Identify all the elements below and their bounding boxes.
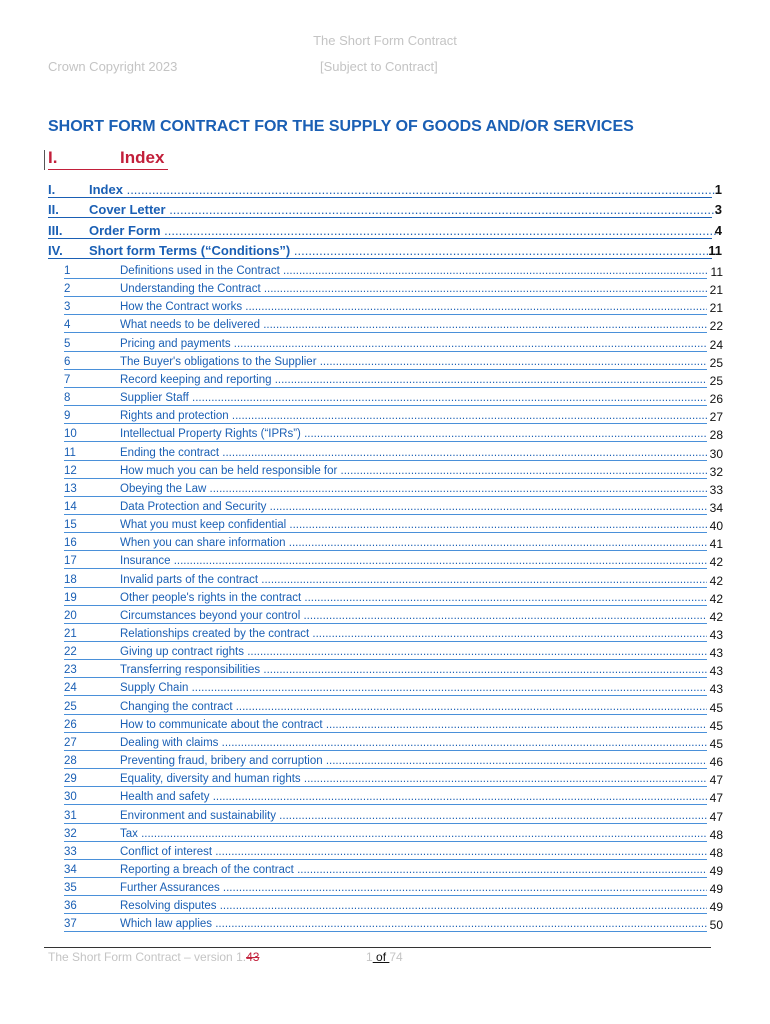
toc-entry-label: Supplier Staff .....	[120, 392, 707, 404]
toc-sub-entry[interactable]	[0, 480, 770, 498]
link-underline	[48, 197, 712, 198]
link-underline	[64, 405, 707, 406]
toc-sub-entry[interactable]	[0, 716, 770, 734]
link-underline	[64, 550, 707, 551]
toc-entry-page: 34	[709, 500, 723, 515]
toc-entry-number: 5	[64, 337, 71, 350]
toc-entry-number: 32	[64, 827, 77, 840]
toc-entry-label: Understanding the Contract .....	[120, 283, 707, 295]
toc-sub-entry[interactable]	[0, 280, 770, 298]
link-underline	[64, 423, 707, 424]
toc-entry-number: 26	[64, 718, 77, 731]
toc-entry-label: Reporting a breach of the contract .....	[120, 864, 707, 876]
toc-entry-number: 8	[64, 392, 71, 405]
toc-sub-entry[interactable]	[0, 316, 770, 334]
toc-entry-page: 22	[709, 319, 723, 334]
toc-entry-page: 47	[709, 809, 723, 824]
link-underline	[64, 623, 707, 624]
toc-sub-entry[interactable]	[0, 335, 770, 353]
toc-entry-page: 43	[709, 646, 723, 661]
toc-entry-number: 23	[64, 664, 77, 677]
toc-entry-page: 49	[709, 882, 723, 897]
link-underline	[64, 532, 707, 533]
toc-entry-number: 7	[64, 373, 71, 386]
toc-entry-page: 48	[709, 827, 723, 842]
link-underline	[64, 605, 707, 606]
toc-entry-number: 11	[64, 446, 76, 459]
link-underline	[64, 351, 707, 352]
toc-entry-page: 49	[709, 863, 723, 878]
header-copyright: Crown Copyright 2023	[48, 59, 178, 74]
toc-entry-label: Index .....	[89, 182, 718, 197]
toc-entry-number: 3	[64, 301, 71, 314]
toc-sub-entry[interactable]	[0, 371, 770, 389]
toc-sub-entry[interactable]	[0, 353, 770, 371]
toc-entry-page: 41	[709, 537, 723, 552]
toc-entry-number: 20	[64, 609, 77, 622]
link-underline	[64, 587, 707, 588]
toc-sub-entry[interactable]	[0, 643, 770, 661]
toc-sub-entry[interactable]	[0, 770, 770, 788]
link-underline	[64, 514, 707, 515]
link-underline	[48, 258, 712, 259]
toc-entry-page: 11	[708, 242, 722, 258]
toc-entry-label: Giving up contract rights .....	[120, 646, 707, 658]
toc-entry-number: 37	[64, 918, 77, 931]
toc-sub-entry[interactable]	[0, 734, 770, 752]
toc-entry-number: 13	[64, 482, 77, 495]
link-underline	[64, 641, 707, 642]
toc-entry-page: 27	[709, 410, 723, 425]
toc-entry-label: Short form Terms (“Conditions”) .....	[89, 243, 718, 258]
link-underline	[64, 804, 707, 805]
toc-entry-number: 35	[64, 882, 77, 895]
toc-entry-number: 29	[64, 773, 77, 786]
toc-entry-label: How to communicate about the contract .....	[120, 719, 707, 731]
toc-entry-label: Pricing and payments .....	[120, 338, 707, 350]
toc-entry-page: 42	[709, 609, 723, 624]
toc-entry-label: Conflict of interest .....	[120, 846, 707, 858]
toc-entry-label: Definitions used in the Contract .....	[120, 265, 707, 277]
toc-entry-page: 42	[709, 591, 723, 606]
footer-page-number	[366, 950, 403, 964]
link-underline	[64, 659, 707, 660]
toc-entry-label: Data Protection and Security .....	[120, 501, 707, 513]
link-underline	[64, 895, 707, 896]
toc-sub-entry[interactable]	[0, 298, 770, 316]
toc-entry-page: 1	[714, 182, 722, 197]
toc-entry-number: 30	[64, 791, 77, 804]
change-bar	[44, 150, 45, 170]
toc-entry-page: 21	[709, 301, 723, 316]
toc-entry-page: 45	[709, 718, 723, 733]
toc-entry-label: Which law applies .....	[120, 918, 707, 930]
toc-entry-page: 43	[709, 628, 723, 642]
footer-page-total: 74	[389, 950, 403, 964]
toc-entry-page: 42	[709, 573, 723, 588]
toc-entry-number: 1	[64, 265, 71, 277]
link-underline	[64, 823, 707, 824]
toc-sub-entry[interactable]	[0, 589, 770, 607]
toc-sub-entry[interactable]	[0, 679, 770, 697]
toc-entry-number: 34	[64, 863, 77, 876]
document-title: SHORT FORM CONTRACT FOR THE SUPPLY OF GOODS AND/OR SERVICES	[48, 118, 634, 135]
link-underline	[64, 278, 707, 279]
toc-entry-page: 33	[709, 482, 723, 497]
link-underline	[64, 496, 707, 497]
toc-main-entry[interactable]	[0, 241, 770, 259]
toc-entry-number: 25	[64, 700, 77, 713]
toc-entry-number: 36	[64, 900, 77, 913]
toc-entry-number: 19	[64, 591, 77, 604]
toc-entry-page: 21	[709, 283, 723, 298]
toc-entry-label: Changing the contract .....	[120, 701, 707, 713]
toc-sub-entry[interactable]	[0, 825, 770, 843]
toc-entry-label: What needs to be delivered .....	[120, 319, 707, 331]
toc-entry-page: 28	[709, 428, 723, 443]
toc-entry-label: Ending the contract .....	[120, 447, 707, 459]
toc-sub-entry[interactable]	[0, 534, 770, 552]
header-subject: [Subject to Contract]	[320, 59, 438, 74]
toc-entry-label: How the Contract works .....	[120, 301, 707, 313]
toc-entry-page: 49	[709, 900, 723, 915]
link-underline	[64, 460, 707, 461]
toc-entry-page: 26	[709, 392, 723, 407]
footer-page-current: 1	[366, 950, 373, 964]
toc-entry-label: When you can share information .....	[120, 537, 707, 549]
link-underline	[64, 732, 707, 733]
toc-entry-label: Dealing with claims .....	[120, 737, 707, 749]
toc-sub-entry[interactable]	[0, 625, 770, 643]
toc-entry-label: Cover Letter .....	[89, 202, 718, 217]
toc-entry-label: Supply Chain .....	[120, 682, 707, 694]
toc-entry-number: 21	[64, 628, 77, 640]
toc-sub-entry[interactable]	[0, 915, 770, 933]
link-underline	[64, 369, 707, 370]
toc-entry-page: 45	[709, 700, 723, 715]
toc-sub-entry[interactable]	[0, 788, 770, 806]
toc-entry-page: 4	[714, 222, 722, 238]
footer-text: The Short Form Contract – version 1.	[48, 950, 247, 964]
toc-sub-entry[interactable]	[0, 552, 770, 570]
link-underline	[64, 441, 707, 442]
toc-sub-entry[interactable]	[0, 571, 770, 589]
toc-sub-entry[interactable]	[0, 498, 770, 516]
toc-entry-page: 47	[709, 791, 723, 806]
toc-entry-label: Invalid parts of the contract .....	[120, 574, 707, 586]
toc-entry-label: Order Form .....	[89, 223, 718, 238]
link-underline	[64, 695, 707, 696]
toc-entry-label: Circumstances beyond your control .....	[120, 610, 707, 622]
toc-entry-label: Preventing fraud, bribery and corruption .....	[120, 755, 707, 767]
toc-entry-number: IV.	[48, 242, 63, 258]
toc-entry-label: Further Assurances .....	[120, 882, 707, 894]
toc-main-entry[interactable]	[0, 200, 770, 218]
toc-sub-entry[interactable]	[0, 897, 770, 915]
toc-entry-page: 48	[709, 845, 723, 860]
toc-entry-label: How much you can be held responsible for .....	[120, 465, 707, 477]
toc-entry-number: 16	[64, 537, 77, 550]
toc-entry-page: 3	[714, 202, 722, 218]
toc-entry-number: 4	[64, 319, 71, 332]
toc-sub-entry[interactable]	[0, 462, 770, 480]
toc-entry-label: Resolving disputes .....	[120, 900, 707, 912]
toc-main-entry[interactable]	[0, 180, 770, 198]
link-underline	[48, 238, 712, 239]
link-underline	[64, 387, 707, 388]
toc-entry-page: 30	[709, 446, 723, 461]
link-underline	[48, 217, 712, 218]
header-title: The Short Form Contract	[313, 33, 457, 48]
toc-entry-number: 18	[64, 573, 77, 586]
link-underline	[64, 931, 707, 932]
toc-entry-label: Health and safety .....	[120, 791, 707, 803]
section-underline	[48, 169, 168, 170]
toc-entry-label: Other people's rights in the contract .....	[120, 592, 707, 604]
link-underline	[64, 877, 707, 878]
toc-entry-number: 14	[64, 500, 77, 513]
toc-sub-entry[interactable]	[0, 843, 770, 861]
toc-main-entry[interactable]	[0, 221, 770, 239]
toc-sub-entry[interactable]	[0, 879, 770, 897]
link-underline	[64, 859, 707, 860]
toc-entry-label: Insurance .....	[120, 555, 707, 567]
toc-entry-number: 22	[64, 646, 77, 659]
toc-sub-entry[interactable]	[0, 807, 770, 825]
link-underline	[64, 314, 707, 315]
toc-entry-page: 25	[709, 355, 723, 370]
link-underline	[64, 568, 707, 569]
toc-sub-entry[interactable]	[0, 516, 770, 534]
toc-entry-number: 2	[64, 283, 71, 296]
footer-page-of: of	[372, 950, 390, 964]
toc-entry-page: 32	[709, 464, 723, 479]
toc-entry-page: 50	[709, 918, 723, 933]
toc-sub-entry[interactable]	[0, 752, 770, 770]
link-underline	[64, 677, 707, 678]
link-underline	[64, 786, 707, 787]
section-title: Index	[120, 148, 165, 167]
link-underline	[64, 714, 707, 715]
toc-entry-number: 31	[64, 809, 77, 822]
toc-entry-label: Record keeping and reporting .....	[120, 374, 707, 386]
toc-entry-number: 28	[64, 755, 77, 768]
toc-entry-number: 12	[64, 464, 77, 477]
toc-entry-page: 46	[709, 755, 723, 770]
toc-entry-number: 24	[64, 682, 77, 695]
toc-entry-page: 43	[709, 682, 723, 697]
toc-entry-number: 27	[64, 736, 77, 749]
link-underline	[64, 478, 707, 479]
toc-entry-number: 33	[64, 845, 77, 858]
footer-rule	[44, 947, 711, 948]
toc-entry-number: 15	[64, 519, 77, 532]
toc-entry-label: Equality, diversity and human rights .....	[120, 773, 707, 785]
footer-version	[48, 950, 259, 964]
toc-entry-label: Tax .....	[120, 828, 707, 840]
toc-entry-number: 9	[64, 410, 71, 423]
toc-entry-label: Rights and protection .....	[120, 410, 707, 422]
toc-sub-entry[interactable]	[0, 407, 770, 425]
toc-sub-entry[interactable]	[0, 262, 770, 280]
toc-entry-number: II.	[48, 202, 59, 218]
toc-entry-page: 47	[709, 773, 723, 788]
link-underline	[64, 841, 707, 842]
toc-entry-number: 6	[64, 355, 71, 368]
toc-entry-page: 43	[709, 664, 723, 679]
toc-entry-page: 11	[710, 265, 723, 279]
link-underline	[64, 296, 707, 297]
footer-version-tracked: 43	[246, 950, 260, 964]
toc-entry-page: 24	[709, 337, 723, 352]
toc-entry-label: The Buyer's obligations to the Supplier .....	[120, 356, 707, 368]
toc-sub-entry[interactable]	[0, 698, 770, 716]
toc-entry-page: 42	[709, 555, 723, 570]
toc-sub-entry[interactable]	[0, 861, 770, 879]
toc-sub-entry[interactable]	[0, 444, 770, 462]
section-number: I.	[48, 148, 58, 167]
toc-entry-label: What you must keep confidential .....	[120, 519, 707, 531]
toc-sub-entry[interactable]	[0, 389, 770, 407]
toc-entry-label: Obeying the Law .....	[120, 483, 707, 495]
toc-entry-number: 17	[64, 555, 77, 568]
toc-entry-label: Environment and sustainability .....	[120, 810, 707, 822]
toc-sub-entry[interactable]	[0, 661, 770, 679]
toc-entry-number: III.	[48, 222, 63, 238]
link-underline	[64, 768, 707, 769]
toc-entry-page: 45	[709, 736, 723, 751]
toc-entry-label: Transferring responsibilities .....	[120, 664, 707, 676]
link-underline	[64, 332, 707, 333]
toc-entry-number: I.	[48, 182, 56, 197]
toc-sub-entry[interactable]	[0, 425, 770, 443]
link-underline	[64, 750, 707, 751]
toc-entry-number: 10	[64, 428, 77, 441]
toc-entry-page: 25	[709, 373, 723, 388]
toc-sub-entry[interactable]	[0, 607, 770, 625]
toc-entry-label: Relationships created by the contract .....	[120, 628, 707, 640]
link-underline	[64, 913, 707, 914]
toc-entry-page: 40	[709, 519, 723, 534]
toc-entry-label: Intellectual Property Rights (“IPRs”) .....	[120, 428, 707, 440]
